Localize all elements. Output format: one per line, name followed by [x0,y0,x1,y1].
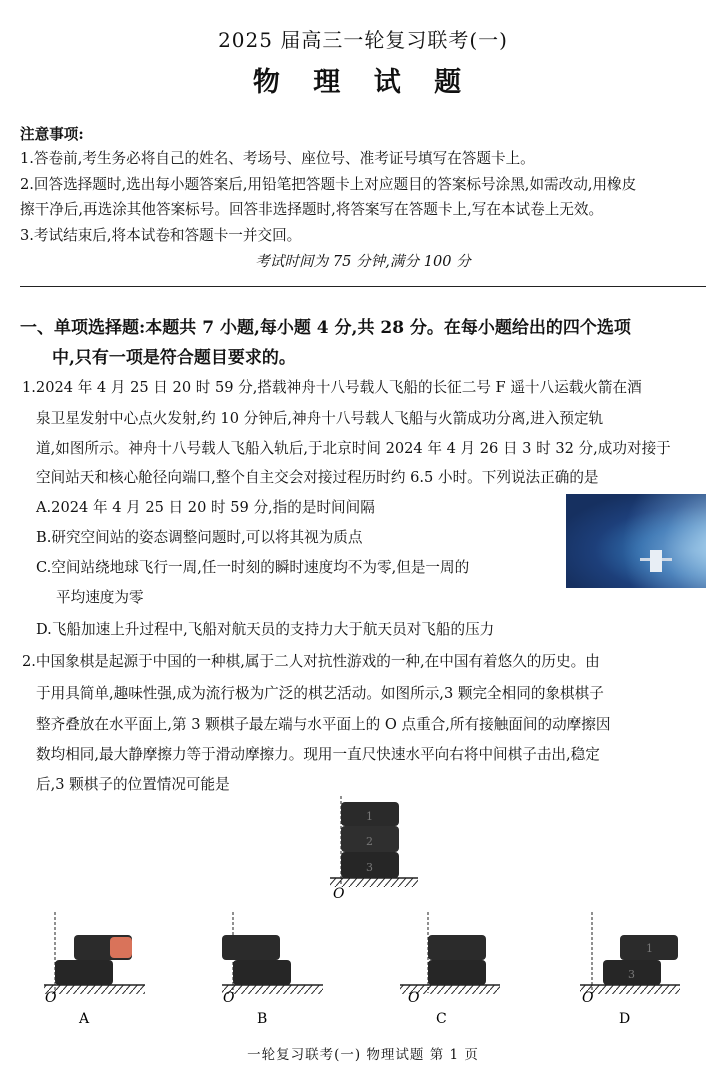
choice-a-highlight [110,937,132,958]
choice-a-label: A [79,1011,90,1027]
notice-heading: 注意事项: [20,126,84,143]
q2-stem-line-5: 后,3 颗棋子的位置情况可能是 [36,776,230,793]
q2-stem-line-3: 整齐叠放在水平面上,第 3 颗棋子最左端与水平面上的 O 点重合,所有接触面间的动摩擦因 [36,716,611,733]
q1-option-c: C.空间站绕地球飞行一周,任一时刻的瞬时速度均不为零,但是一周的 [36,559,470,576]
notice-line-1: 1.答卷前,考生务必将自己的姓名、考场号、座位号、准考证号填写在答题卡上。 [20,150,535,167]
choice-d-origin-label: O [582,990,594,1006]
choice-d-bottom-label: 3 [628,968,635,981]
choice-c-top-piece [428,935,486,960]
section-heading-line-1: 一、单项选择题:本题共 7 小题,每小题 4 分,共 28 分。在每小题给出的四个选项 [20,318,631,338]
choice-d-top-label: 1 [646,942,653,955]
q2-stem-line-1: 2.中国象棋是起源于中国的一种棋,属于二人对抗性游戏的一种,在中国有着悠久的历史。由 [22,653,600,670]
q1-stem-line-4: 空间站天和核心舱径向端口,整个自主交会对接过程历时约 6.5 小时。下列说法正确的是 [36,469,599,486]
choice-d-figure [580,912,680,1027]
q1-option-a: A.2024 年 4 月 25 日 20 时 59 分,指的是时间间隔 [36,499,375,516]
choice-a-bottom-piece [55,960,113,985]
q1-stem-line-1: 1.2024 年 4 月 25 日 20 时 59 分,搭载神舟十八号载人飞船的长征二号 F 遥十八运载火箭在酒 [22,379,642,396]
page-footer: 一轮复习联考(一) 物理试题 第 1 页 [247,1047,479,1063]
choice-a-figure [44,912,145,1027]
piece-3-label: 3 [366,861,373,874]
notice-line-2: 2.回答选择题时,选出每小题答案后,用铅笔把答题卡上对应题目的答案标号涂黑,如需改动,用橡皮 [20,176,637,193]
time-info: 考试时间为 75 分钟,满分 100 分 [255,253,471,270]
choice-c-label: C [436,1011,447,1027]
q2-stem-line-4: 数均相同,最大静摩擦力等于滑动摩擦力。现用一直尺快速水平向右将中间棋子击出,稳定 [36,746,600,763]
q1-stem-line-3: 道,如图所示。神舟十八号载人飞船入轨后,于北京时间 2024 年 4 月 26 日 3 时 32 分,成功对接于 [36,440,671,457]
choice-b-figure [222,912,323,1027]
section-heading-line-2: 中,只有一项是符合题目要求的。 [52,348,296,368]
choice-d-label: D [619,1011,631,1027]
piece-1-label: 1 [366,810,373,823]
choice-b-bottom-piece [233,960,291,985]
piece-2-label: 2 [366,835,373,848]
notice-line-4: 3.考试结束后,将本试卷和答题卡一并交回。 [20,227,302,244]
choice-c-bottom-piece [428,960,486,985]
q1-stem-line-2: 泉卫星发射中心点火发射,约 10 分钟后,神舟十八号载人飞船与火箭成功分离,进入预定轨 [36,410,604,427]
exam-title: 2025 届高三一轮复习联考(一) [218,28,508,52]
choice-b-origin-label: O [223,990,235,1006]
choice-b-label: B [257,1011,268,1027]
q1-option-c-continued: 平均速度为零 [56,589,144,606]
divider-rule [20,286,706,287]
initial-stack [330,796,418,902]
choice-c-origin-label: O [408,990,420,1006]
choice-b-top-piece [222,935,280,960]
chess-pieces-figure [0,790,726,1040]
q1-option-b: B.研究空间站的姿态调整问题时,可以将其视为质点 [36,529,363,546]
q1-option-d: D.飞船加速上升过程中,飞船对航天员的支持力大于航天员对飞船的压力 [36,621,495,638]
origin-label: O [333,886,345,902]
q2-stem-line-2: 于用具简单,趣味性强,成为流行极为广泛的棋艺活动。如图所示,3 颗完全相同的象棋棋子 [36,685,604,702]
subject-title: 物 理 试 题 [252,67,474,98]
choice-a-origin-label: O [45,990,57,1006]
spacecraft-earth-photo [566,494,706,588]
choice-c-figure [400,912,500,1027]
notice-line-3: 擦干净后,再选涂其他答案标号。回答非选择题时,将答案写在答题卡上,写在本试卷上无效。 [20,201,604,218]
